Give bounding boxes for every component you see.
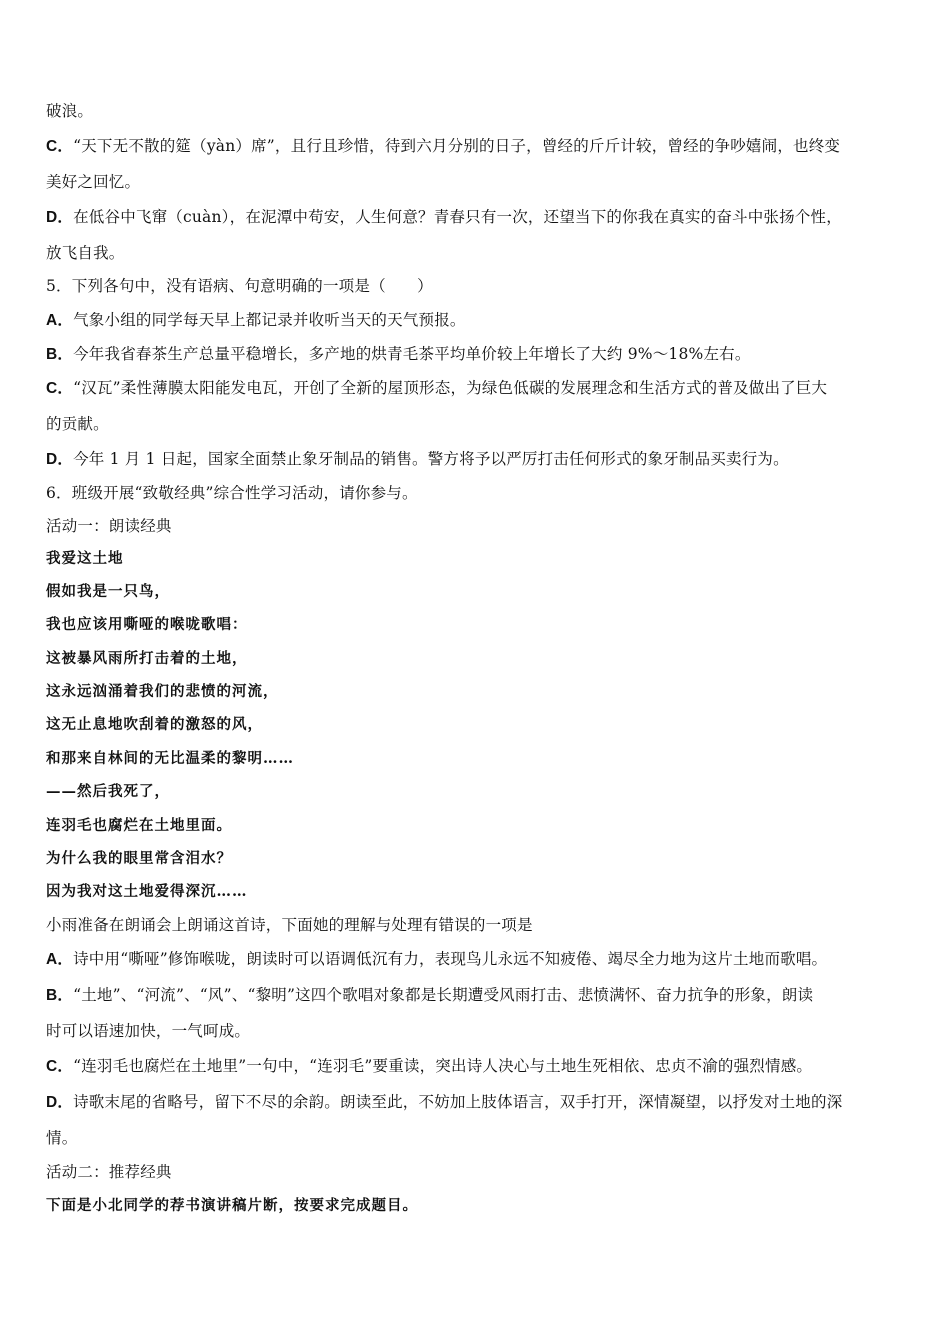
poem-line: ——然后我死了，	[46, 783, 170, 800]
q5-option-b: B．今年我省春茶生产总量平稳增长，多产地的烘青毛茶平均单价较上年增长了大约 9%～18%左右。	[46, 345, 751, 363]
option-label-b: B．	[46, 987, 74, 1004]
option-label-c: C．	[46, 138, 74, 155]
poem-title: 我爱这土地	[46, 550, 124, 567]
activity-one-heading: 活动一：朗读经典	[46, 517, 172, 535]
option-label-d: D．	[46, 209, 74, 226]
q4-option-d-cont: 放飞自我。	[46, 244, 125, 262]
q6-option-b-cont: 时可以语速加快，一气呵成。	[46, 1022, 251, 1040]
poem-line: 这被暴风雨所打击着的土地，	[46, 650, 248, 667]
q5-option-d: D．今年 1 月 1 日起，国家全面禁止象牙制品的销售。警方将予以严厉打击任何形式的象牙制品买卖行为。	[46, 450, 789, 468]
option-label-a: A．	[46, 951, 74, 968]
q6-question: 小雨准备在朗诵会上朗诵这首诗，下面她的理解与处理有错误的一项是	[46, 916, 533, 934]
poem-line: 和那来自林间的无比温柔的黎明……	[46, 750, 294, 767]
q5-stem: 5．下列各句中，没有语病、句意明确的一项是（ ）	[46, 277, 433, 295]
option-label-d: D．	[46, 451, 74, 468]
q6-stem: 6．班级开展“致敬经典”综合性学习活动，请你参与。	[46, 484, 418, 502]
option-label-d: D．	[46, 1094, 74, 1111]
poem-line: 这无止息地吹刮着的激怒的风，	[46, 716, 263, 733]
option-label-a: A．	[46, 312, 74, 329]
poem-line: 因为我对这土地爱得深沉……	[46, 883, 248, 900]
q6-option-d: D．诗歌末尾的省略号，留下不尽的余韵。朗读至此，不妨加上肢体语言，双手打开，深情凝望，以抒发对土地的深	[46, 1093, 843, 1111]
q5-option-c: C．“汉瓦”柔性薄膜太阳能发电瓦，开创了全新的屋顶形态，为绿色低碳的发展理念和生活方式的普及做出了巨大	[46, 379, 828, 397]
q4-option-d: D．在低谷中飞窜（cuàn），在泥潭中苟安，人生何意？青春只有一次，还望当下的你我在真实的奋斗中张扬个性，	[46, 208, 842, 226]
option-label-c: C．	[46, 1058, 74, 1075]
poem-line: 我也应该用嘶哑的喉咙歌唱：	[46, 616, 248, 633]
option-label-c: C．	[46, 380, 74, 397]
poem-line: 假如我是一只鸟，	[46, 583, 170, 600]
q5-option-c-cont: 的贡献。	[46, 415, 109, 433]
poem-line: 这永远汹涌着我们的悲愤的河流，	[46, 683, 279, 700]
q5-option-a: A．气象小组的同学每天早上都记录并收听当天的天气预报。	[46, 311, 466, 329]
option-label-b: B．	[46, 346, 74, 363]
q4-option-c: C．“天下无不散的筵（yàn）席”，且行且珍惜，待到六月分别的日子，曾经的斤斤计较，曾经的争吵嬉闹，也终变	[46, 137, 841, 155]
activity-two-heading: 活动二：推荐经典	[46, 1163, 172, 1181]
poem-line: 连羽毛也腐烂在土地里面。	[46, 817, 232, 834]
q6-option-c: C．“连羽毛也腐烂在土地里”一句中，“连羽毛”要重读，突出诗人决心与土地生死相依、忠贞不渝的强烈情感。	[46, 1057, 813, 1075]
activity-two-intro: 下面是小北同学的荐书演讲稿片断，按要求完成题目。	[46, 1197, 418, 1214]
q6-option-d-cont: 情。	[46, 1129, 78, 1147]
poem-line: 为什么我的眼里常含泪水？	[46, 850, 232, 867]
q4-option-b-tail: 破浪。	[46, 102, 94, 120]
q6-option-a: A．诗中用“嘶哑”修饰喉咙，朗读时可以语调低沉有力，表现鸟儿永远不知疲倦、竭尽全力地为这片土地而歌唱。	[46, 950, 828, 968]
q4-option-c-cont: 美好之回忆。	[46, 173, 141, 191]
q6-option-b: B．“土地”、“河流”、“风”、“黎明”这四个歌唱对象都是长期遭受风雨打击、悲愤满怀、奋力抗争的形象，朗读	[46, 986, 814, 1004]
